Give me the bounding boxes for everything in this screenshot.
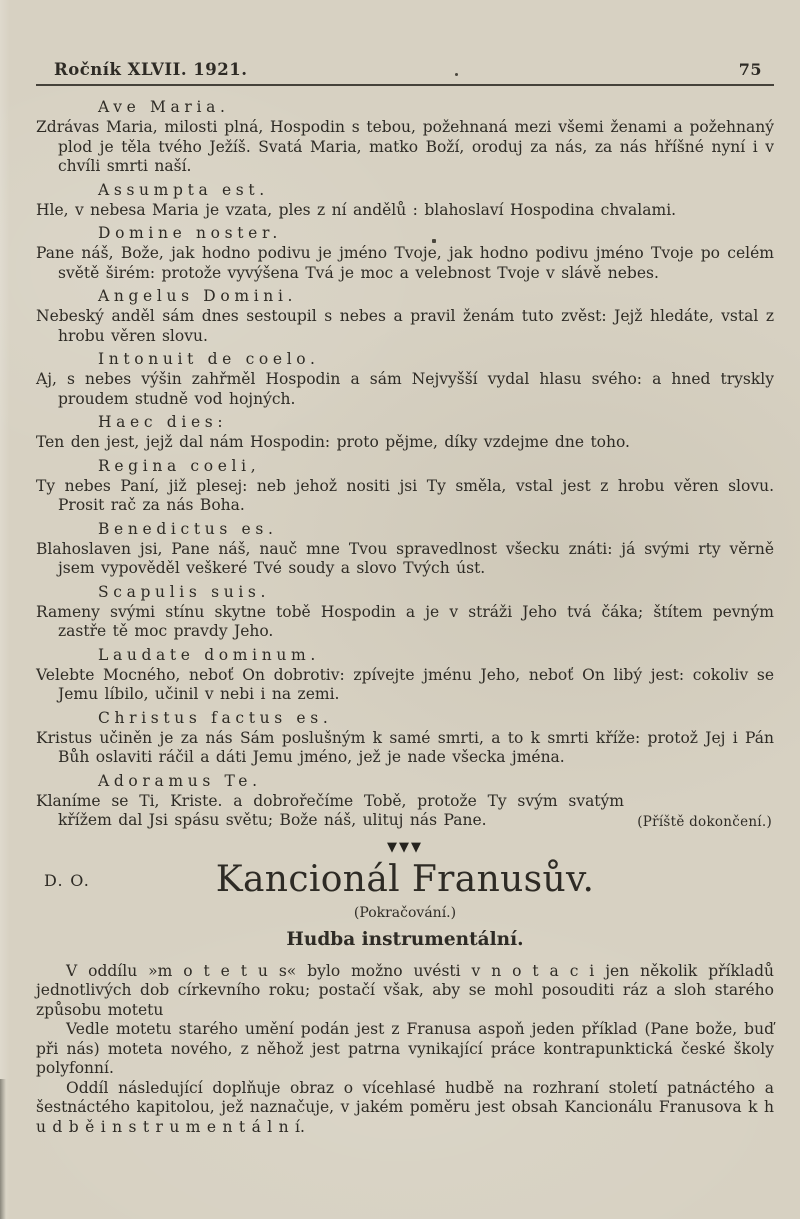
page-number: 75 [738,60,762,79]
prayer-block [36,181,774,221]
prayer-block [36,457,774,516]
volume-label: Ročník XLVII. 1921. [54,60,248,79]
prayer-block [36,350,774,409]
article-title: Kancionál Franusův. [215,858,595,900]
prayer-body-text: Rameny svými stínu skytne tobě Hospodin a je v stráži Jeho tvá čáka; štítem pevným zastře tě moc pravdy Jeho. [36,602,774,640]
running-head [36,60,774,86]
prayer-latin-heading: Adoramus Te. [98,771,262,790]
prayer-latin-heading: Angelus Domini. [98,287,298,305]
ink-speck [432,239,436,243]
prayer-body-text: Hle, v nebesa Maria je vzata, ples z ní andělů : blahoslaví Hospodina chvalami. [36,200,677,219]
prayer-block [36,98,774,177]
article-section [36,859,774,1138]
prayer-latin-heading: Laudate dominum. [98,645,320,664]
prayer-body-text: Zdrávas Maria, milosti plná, Hospodin s tebou, požehnaná mezi všemi ženami a požehnaný plod je těla tvého Ježíš. Svatá Maria, matko Boží, oroduj za nás, za nás hříšné nyní i v chvíli smrti naší. [36,118,774,175]
prayer-body-text: Ten den jest, jejž dal nám Hospodin: proto pějme, díky vzdejme dne toho. [36,433,630,451]
prayer-latin-heading: Benedictus es. [98,519,278,538]
prayer-body-text: Kristus učiněn je za nás Sám poslušným k samé smrti, a to k smrti kříže: protož Jej i Pán Bůh oslaviti ráčil a dáti Jemu jméno, jež je nade všecka jména. [36,728,774,766]
prayer-latin-heading: Scapulis suis. [98,582,271,601]
prayer-latin-heading: Domine noster. [98,224,282,242]
page-content [0,60,800,1137]
prayer-body-text: Pane náš, Bože, jak hodno podivu je jméno Tvoje, jak hodno podivu jméno Tvoje po celém světě širém: protože vyvýšena Tvá je moc a velebnost Tvoje v slávě nebes. [36,244,774,282]
prayer-body-text: Blahoslaven jsi, Pane náš, nauč mne Tvou spravedlnost všecku znáti: já svými rty věrně jsem vypověděl veškeré Tvé soudy a slovo Tvých úst. [36,539,774,577]
triangle-ornament-separator: ▼▼▼ [387,839,423,855]
prayer-block [36,413,774,453]
to-be-continued-note: (Příště dokončení.) [637,813,772,830]
prayer-body-text: Velebte Mocného, neboť On dobrotiv: zpívejte jménu Jeho, neboť On libý jest: cokoliv se Jemu líbilo, učinil v nebi i na zemi. [36,665,774,703]
article-paragraph: Vedle motetu starého umění podán jest z Franusa aspoň jeden příklad (Pane bože, buď při nás) moteta nového, z něhož jest patrna vynikající práce kontrapunktická české školy polyfonní. [36,1020,774,1078]
prayer-latin-heading: Assumpta est. [98,180,269,199]
scan-edge-shadow [0,1079,6,1219]
article-subtitle: (Pokračování.) [353,904,457,921]
prayer-latin-heading: Ave Maria. [98,98,230,116]
prayer-block [36,520,774,579]
article-paragraph: Oddíl následující doplňuje obraz o vícehlasé hudbě na rozhraní století patnáctého a šestnáctého kapitolou, jež naznačuje, v jakém poměru jest obsah Kancionálu Franusova k h u d b ě i n s t r u m e n t á l n í. [36,1078,774,1136]
prayer-block [36,287,774,346]
ink-speck [455,73,458,76]
prayer-body-text: Aj, s nebes výšin zahřměl Hospodin a sám Nejvyšší vydal hlasu svého: a hned tryskly proudem studně vod hojných. [36,370,774,408]
prayer-body-text: Ty nebes Paní, již plesej: neb jehož nositi jsi Ty směla, vstal jest z hrobu věren slovu. Prosit rač za nás Boha. [36,476,774,514]
author-initials: D. O. [44,870,91,890]
prayer-body-text: Nebeský anděl sám dnes sestoupil s nebes a pravil ženám tuto zvěst: Jejž hledáte, vstal z hrobu věren slovu. [36,307,774,345]
section-heading: Hudba instrumentální. [286,928,524,950]
prayer-latin-heading: Regina coeli, [98,456,261,475]
prayer-body-text: Klaníme se Ti, Kriste. a dobrořečíme Tobě, protože Ty svým svatým křížem dal Jsi spásu světu; Bože náš, ulituj nás Pane. [36,791,624,829]
prayer-latin-heading: Intonuit de coelo. [98,350,320,368]
article-paragraph: V oddílu »m o t e t u s« bylo možno uvésti v n o t a c i jen několik příkladů jednotlivých dob církevního roku; postačí však, aby se mohl posouditi ráz a sloh starého způsobu motetu [36,961,774,1019]
prayer-block [36,583,774,642]
prayer-latin-heading: Christus factus es. [98,708,333,727]
prayer-block [36,646,774,705]
prayer-block [36,224,774,283]
prayer-latin-heading: Haec dies: [98,413,228,431]
prayers-section [36,98,774,831]
prayer-block [36,709,774,768]
article-body [36,962,774,1138]
